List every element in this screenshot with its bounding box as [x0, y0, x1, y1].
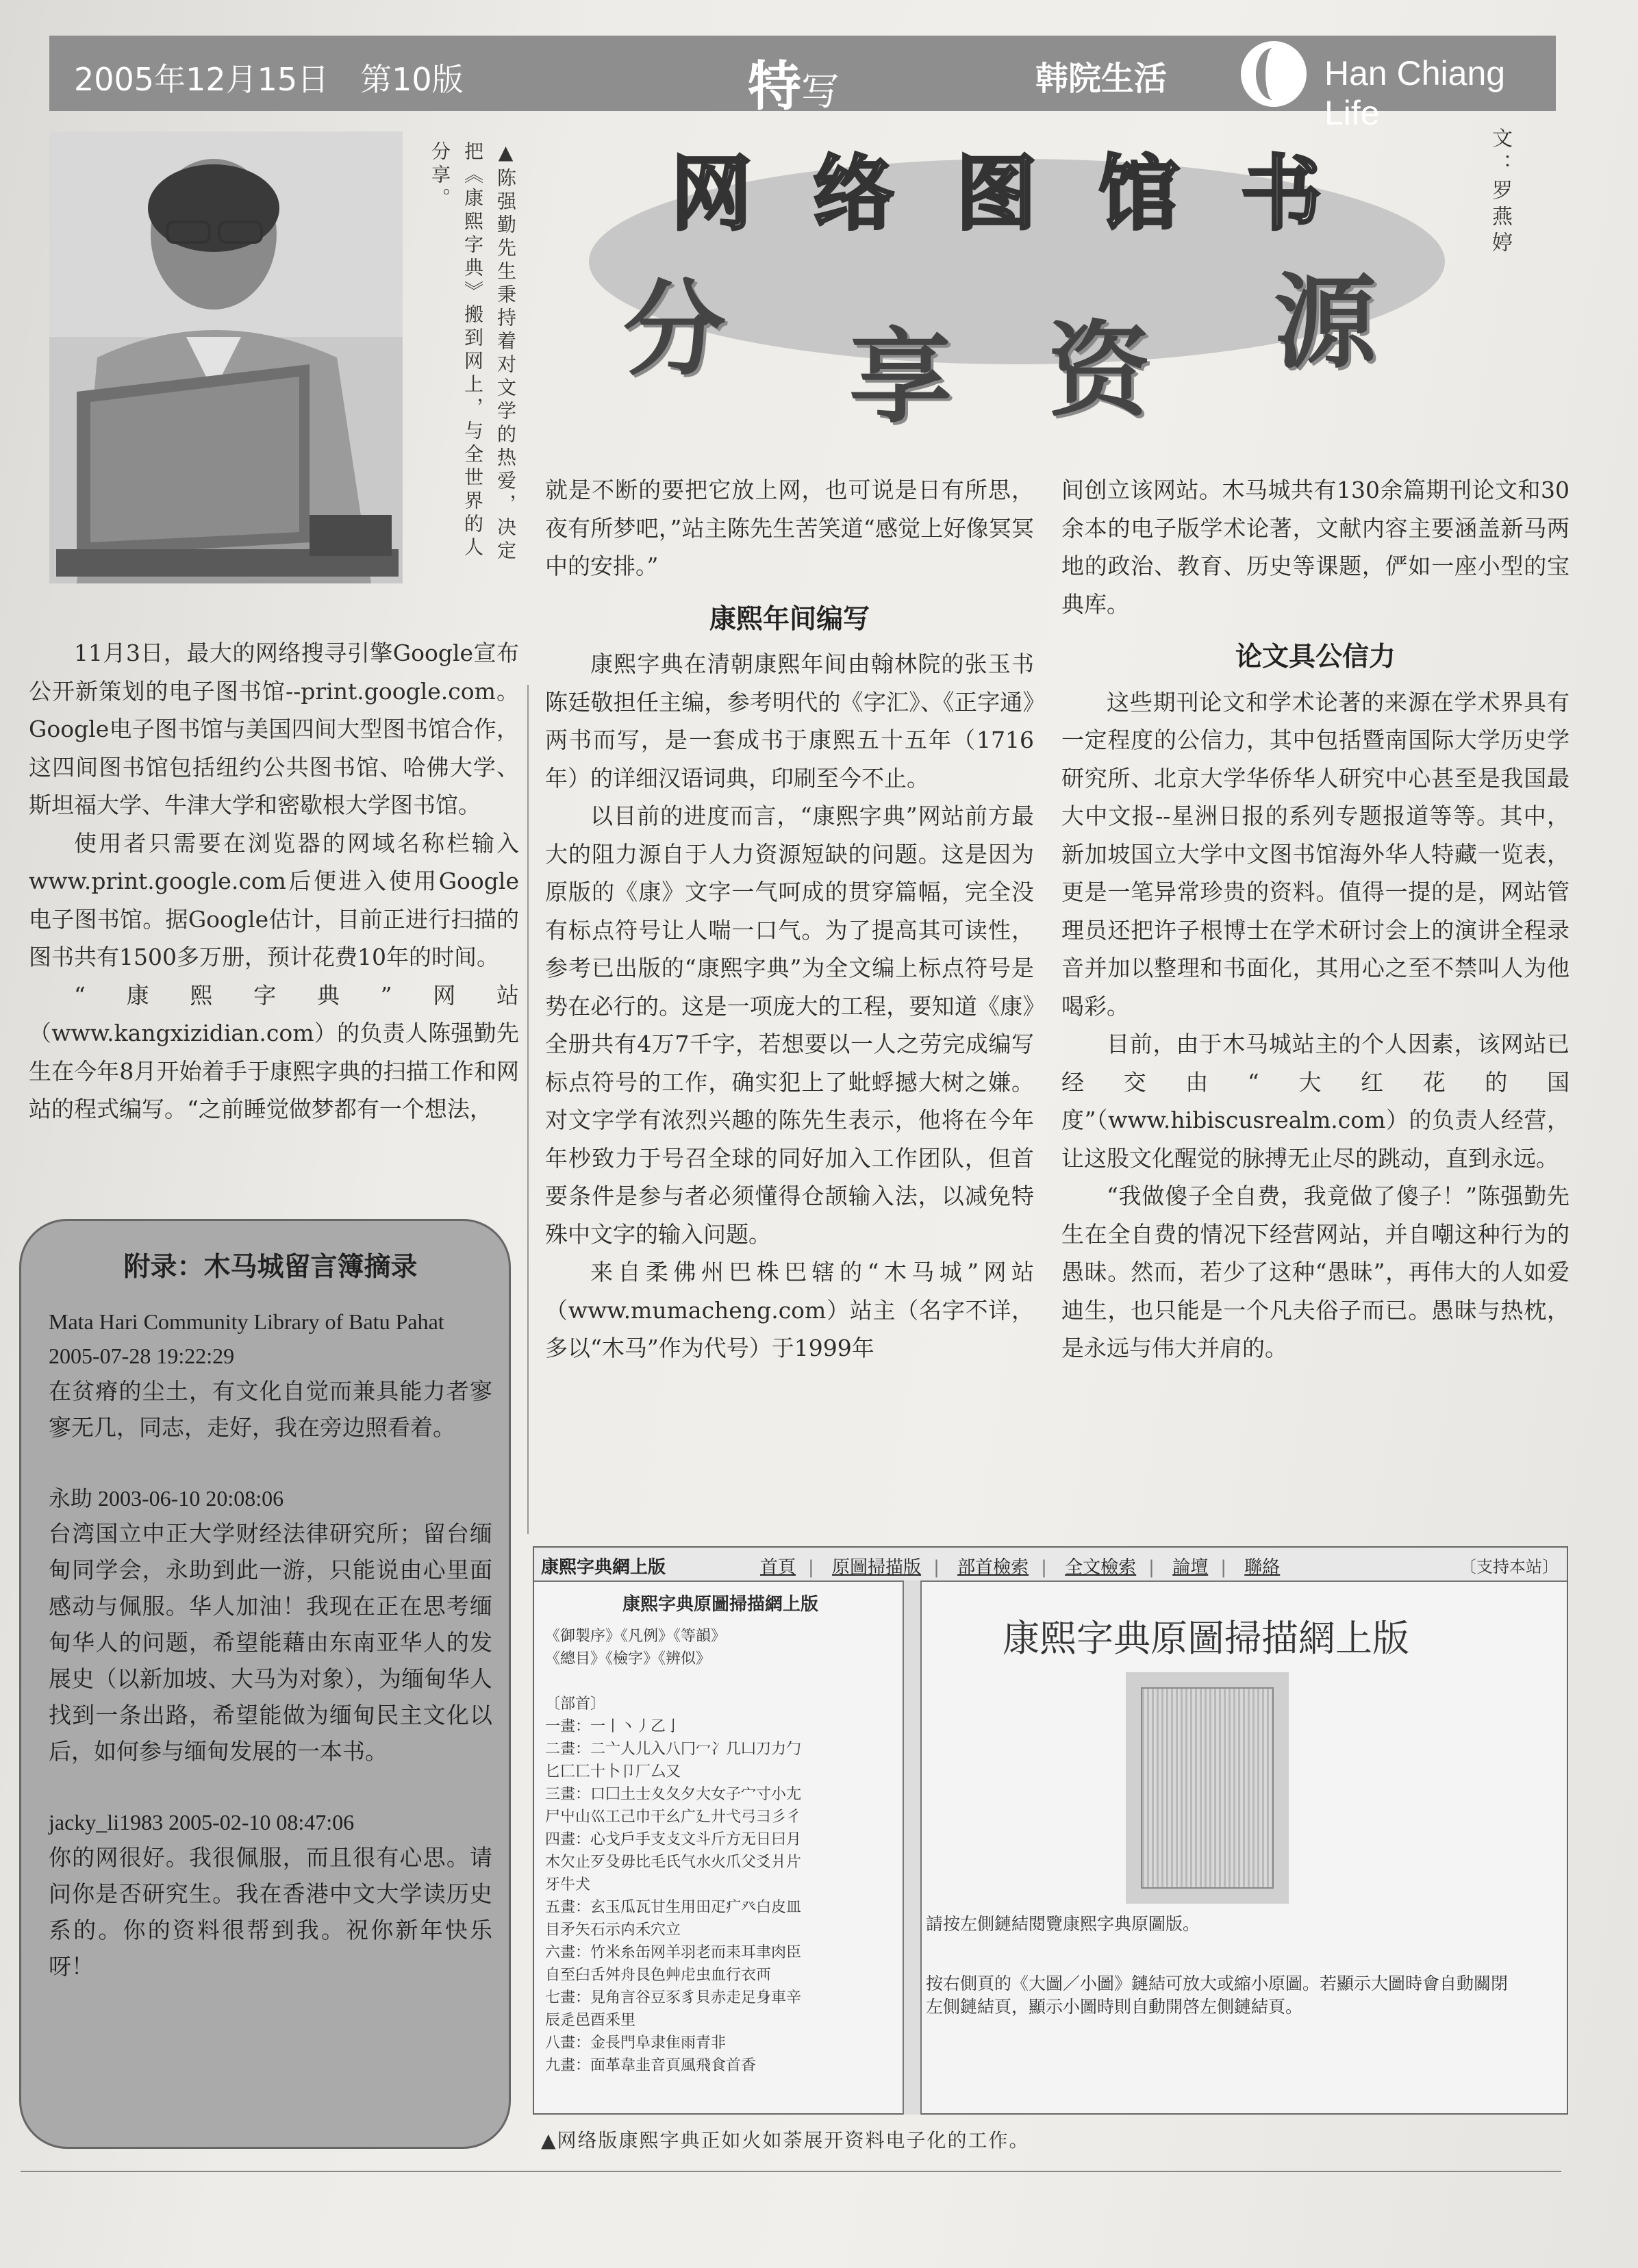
guestbook-box: [19, 1219, 511, 2149]
entry-author: 永助 2003-06-10 20:08:06: [49, 1486, 284, 1511]
article-column-2: [545, 471, 1034, 1368]
radical-line[interactable]: 一畫：一丨丶丿乙亅: [545, 1718, 681, 1735]
support-link[interactable]: 〔支持本站〕: [1460, 1557, 1559, 1576]
content-panel: [922, 1580, 1567, 2113]
entry-author: jacky_li1983 2005-02-10 08:47:06: [49, 1810, 355, 1835]
publication-name-cn: 韩院生活: [1035, 60, 1168, 98]
paragraph: 这些期刊论文和学术论著的来源在学术界具有一定程度的公信力，其中包括暨南国际大学历史学研究所、北京大学华侨华人研究中心甚至是我国最大中文报--星洲日报的系列专题报道等等。其中，新加坡国立大学中文图书馆海外华人特藏一览表，更是一笔异常珍贵的资料。值得一提的是，网站管理员还把许子根博士在学术研讨会上的演讲全程录音并加以整理和书面化，其用心之至不禁叫人为他喝彩。: [1061, 688, 1570, 1020]
entry-author: Mata Hari Community Library of Batu Pahat 2005-07-28 19:22:29: [49, 1309, 444, 1368]
bottom-rule: [21, 2171, 1561, 2172]
radical-line[interactable]: 三畫：口囗土士夊夂夕大女子宀寸小尢: [545, 1786, 802, 1803]
nav-link-radical[interactable]: 部首檢索: [957, 1557, 1029, 1578]
instruction-note: 請按左側鏈結閱覽康熙字典原圖版。: [926, 1914, 1200, 1934]
nav-link-contact[interactable]: 聯絡: [1244, 1557, 1281, 1578]
index-title: 康熙字典原圖掃描網上版: [622, 1594, 818, 1615]
site-topbar: [534, 1548, 1567, 1582]
radical-line[interactable]: 四畫：心戈戶手支攴文斗斤方无日曰月: [545, 1831, 802, 1848]
paragraph: “康熙字典”网站（www.kangxizidian.com）的负责人陈强勤先生在今年8月开始着手于康熙字典的扫描工作和网站的程式编写。“之前睡觉做梦都有一个想法，: [29, 981, 519, 1122]
radical-line[interactable]: 辰辵邑酉釆里: [545, 2012, 636, 2029]
headline-line1: 网络图馆书: [671, 147, 1384, 241]
nav-link-fulltext[interactable]: 全文檢索: [1065, 1557, 1137, 1578]
entry-message: 台湾国立中正大学财经法律研究所；留台缅甸同学会，永助到此一游，只能说由心里面感动与佩服。华人加油！我现在正在思考缅甸华人的问题，希望能藉由东南亚华人的发展史（以新加坡、大马为对象），为缅甸华人找到一条出路，希望能做为缅甸民主文化以后，如何参与缅甸发展的一本书。: [49, 1520, 492, 1765]
article-column-1: [29, 634, 519, 1129]
paragraph: “我做傻子全自费，我竟做了傻子！”陈强勤先生在全自费的情况下经营网站，并自嘲这种行为的愚昧。然而，若少了这种“愚昧”，再伟大的人如爱迪生，也只能是一个凡夫俗子而已。愚昧与热枕，是永远与伟大并肩的。: [1061, 1183, 1570, 1361]
radical-list: [545, 1625, 896, 2077]
radical-line: [545, 1670, 896, 1693]
radical-line[interactable]: 《御製序》《凡例》《等韻》: [545, 1628, 727, 1645]
headline-char: 源: [1274, 264, 1377, 383]
scrollbar[interactable]: [904, 1580, 922, 2115]
nav-link-scan[interactable]: 原圖掃描版: [832, 1557, 922, 1578]
radical-index-panel: [534, 1580, 904, 2115]
radical-line[interactable]: 五畫：玄玉瓜瓦甘生用田疋疒癶白皮皿: [545, 1899, 802, 1916]
article-column-3: [1061, 471, 1570, 1368]
subheading-kangxi: 康熙年间编写: [709, 603, 870, 635]
portrait-photo: [49, 131, 403, 583]
entry-message: 你的网很好。我很佩服，而且很有心思。请问你是否研究生。我在香港中文大学读历史系的。你的资料很帮到我。祝你新年快乐呀！: [49, 1844, 492, 1980]
paragraph: 目前，由于木马城站主的个人因素，该网站已经交由“大红花的国度”（www.hibiscusrealm.com）的负责人经营，让这股文化醒觉的脉搏无止尽的跳动，直到永远。: [1061, 1031, 1570, 1172]
site-nav: 首頁 | 原圖掃描版 | 部首檢索 | 全文檢索 | 論壇 | 聯絡: [760, 1557, 1281, 1578]
radical-line[interactable]: 自至臼舌舛舟艮色艸虍虫血行衣襾: [545, 1967, 772, 1984]
paragraph-continued: 间创立该网站。木马城共有130余篇期刊论文和30余本的电子版学术论著，文献内容主要涵盖新马两地的政治、教育、历史等课题，俨如一座小型的宝典库。: [1061, 477, 1570, 618]
entry-message: 在贫瘠的尘土，有文化自觉而兼具能力者寥寥无几，同志，走好，我在旁边照看着。: [49, 1378, 492, 1441]
screenshot-caption: ▲网络版康熙字典正如火如荼展开资料电子化的工作。: [541, 2129, 1030, 2152]
radical-line[interactable]: 《總目》《檢字》《辨似》: [545, 1650, 711, 1667]
page-number: 第10版: [360, 61, 464, 98]
headline-char: 分: [623, 270, 727, 390]
radical-line[interactable]: 〔部首〕: [545, 1696, 606, 1713]
radical-line[interactable]: 二畫：二亠人儿入八冂冖冫几凵刀力勹: [545, 1741, 802, 1758]
content-title: 康熙字典原圖掃描網上版: [1003, 1617, 1409, 1660]
subheading-credibility: 论文具公信力: [1235, 641, 1396, 672]
paragraph: 11月3日，最大的网络搜寻引擎Google宣布公开新策划的电子图书馆--print.google.com。Google电子图书馆与美国四间大型图书馆合作，这四间图书馆包括纽约公共图书馆、哈佛大学、斯坦福大学、牛津大学和密歇根大学图书馆。: [29, 640, 519, 818]
nav-link-home[interactable]: 首頁: [760, 1557, 796, 1578]
dictionary-scan-image[interactable]: [1141, 1687, 1274, 1889]
guestbook-title: 附录：木马城留言簿摘录: [123, 1251, 418, 1283]
website-screenshot: [533, 1546, 1568, 2115]
radical-line[interactable]: 牙牛犬: [545, 1876, 591, 1893]
section-title: 特写: [748, 56, 840, 118]
paragraph: 来自柔佛州巴株巴辖的“木马城”网站（www.mumacheng.com）站主（名字不详，多以“木马”作为代号）于1999年: [545, 1259, 1034, 1361]
issue-date: 2005年12月15日 第10版: [74, 61, 464, 98]
guestbook-entry: [49, 1805, 492, 1985]
radical-line[interactable]: 八畫：金長門阜隶隹雨青非: [545, 2034, 727, 2052]
guestbook-entry: [49, 1305, 492, 1446]
photo-caption: ▲陈强勤先生秉持着对文学的热爱，决定把《康熙字典》搬到网上，与全世界的人分享。: [429, 141, 517, 564]
radical-line[interactable]: 九畫：面革韋韭音頁風飛食首香: [545, 2057, 757, 2074]
radical-line[interactable]: 目矛矢石示禸禾穴立: [545, 1922, 681, 1939]
radical-line[interactable]: 尸屮山巛工己巾干幺广廴廾弋弓彐彡彳: [545, 1809, 802, 1826]
paragraph: 使用者只需要在浏览器的网域名称栏输入www.print.google.com后便进入使用Google电子图书馆。据Google估计，目前正进行扫描的图书共有1500多万册，预计花费10年的时间。: [29, 829, 519, 970]
radical-line[interactable]: 六畫：竹米糸缶网羊羽老而耒耳聿肉臣: [545, 1944, 802, 1961]
publication-name-en: Han Chiang Life: [1324, 54, 1506, 132]
han-chiang-logo-icon: [1241, 41, 1307, 107]
guestbook-entry: [49, 1481, 492, 1769]
instruction-note: 按右側頁的《大圖／小圖》鏈結可放大或縮小原圖。若顯示大圖時會自動關閉左側鏈結頁，顯示小圖時則自動開啓左側鏈結頁。: [926, 1974, 1509, 2017]
paragraph: 以目前的进度而言，“康熙字典”网站前方最大的阻力源自于人力资源短缺的问题。这是因为原版的《康》文字一气呵成的贯穿篇幅，完全没有标点符号让人喘一口气。为了提高其可读性，参考已出版的“康熙字典”为全文编上标点符号是势在必行的。这是一项庞大的工程，要知道《康》全册共有4万7千字，若想要以一人之劳完成编写标点符号的工作，确实犯上了蚍蜉撼大树之嫌。对文字学有浓烈兴趣的陈先生表示，他将在今年年杪致力于号召全球的同好加入工作团队，但首要条件是参与者必须懂得仓颉输入法，以减免特殊中文字的输入问题。: [545, 803, 1034, 1248]
headline-char: 资: [1048, 312, 1151, 431]
author-byline: 文：罗燕婷: [1488, 127, 1512, 257]
paragraph: 康熙字典在清朝康熙年间由翰林院的张玉书陈廷敬担任主编，参考明代的《字汇》、《正字通》两书而写，是一套成书于康熙五十五年（1716年）的详细汉语词典，印刷至今不止。: [545, 651, 1034, 792]
site-name: 康熙字典網上版: [541, 1557, 666, 1578]
paragraph-continued: 就是不断的要把它放上网，也可说是日有所思，夜有所梦吧，”站主陈先生苦笑道“感觉上好像冥冥中的安排。”: [545, 477, 1034, 579]
radical-line[interactable]: 七畫：見角言谷豆豕豸貝赤走足身車辛: [545, 1989, 802, 2006]
radical-line[interactable]: 匕匚匸十卜卩厂厶又: [545, 1763, 681, 1780]
header-band: [49, 36, 1556, 132]
headline-char: 享: [849, 318, 953, 438]
column-divider: [527, 685, 529, 1534]
nav-link-forum[interactable]: 論壇: [1172, 1557, 1209, 1578]
radical-line[interactable]: 木欠止歹殳毋比毛氏气水火爪父爻爿片: [545, 1854, 802, 1871]
